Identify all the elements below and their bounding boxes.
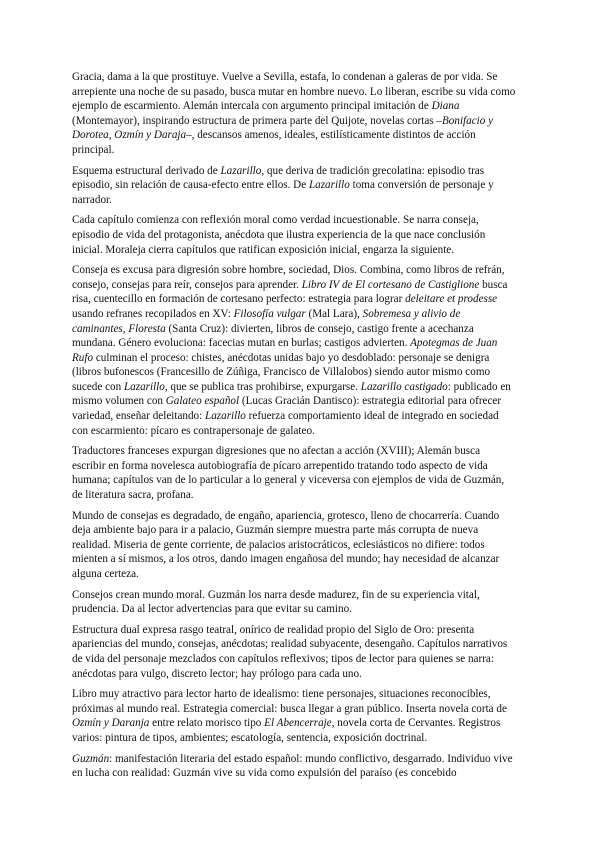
italic-text-run: Sobremesa y alivio de caminantes (72, 307, 461, 335)
text-run: (Santa Cruz): divierten, libros de consejo, castigo frente a acechanza mundana. Género evoluciona: facecias mutan en burlas; castigos advierten. (72, 322, 474, 350)
text-run: : manifestación literaria del estado español: mundo conflictivo, desgarrado. Individuo vive en lucha con realidad: Guzmán vive su vida como expulsión del paraíso (es concebido (72, 752, 513, 780)
text-run: entre relato morisco tipo (149, 717, 265, 730)
paragraph-4 (72, 263, 516, 438)
italic-text-run: deleitare et prodesse (405, 293, 498, 306)
paragraph-10 (72, 752, 516, 781)
text-run: toma conversión de personaje y narrador. (72, 179, 494, 206)
paragraph-3 (72, 213, 516, 257)
paragraph-8 (72, 623, 516, 681)
italic-text-run: Ozmín y Daraja (114, 129, 187, 142)
text-run: Traductores franceses expurgan digresiones que no afectan a acción (XVIII); Alemán busca escribir en forma novelesca autobiografía de pícaro arrepentido tratando todo aspecto de vida humana; capítulos van de lo particular a lo general y viceversa con ejemplos de vida de Guzmán, de literatura sacra, profana. (72, 445, 505, 502)
text-run: –, descansos amenos, ideales, estilísticamente distintos de acción principal. (72, 129, 476, 156)
italic-text-run: Ozmín y Daranja (72, 717, 150, 730)
text-run: Esquema estructural derivado de (72, 164, 221, 177)
text-run: , (122, 322, 129, 335)
italic-text-run: Guzmán (72, 752, 110, 765)
italic-text-run: Lazarillo (308, 179, 350, 192)
text-run: , que se publica tras prohibirse, expurgarse. (164, 380, 361, 393)
text-run: Cada capítulo comienza con reflexión moral como verdad incuestionable. Se narra conseja, episodio de vida del protagonista, anécdota que ilustra experiencia de la que nace conclusión inicial. Moraleja cierra capítulos que ratifican exposición inicial, engarza la siguiente. (72, 214, 486, 256)
italic-text-run: Lazarillo (123, 380, 165, 393)
italic-text-run: Lazarillo (220, 164, 262, 177)
text-run: Estructura dual expresa rasgo teatral, onírico de realidad propio del Siglo de Oro: presenta apariencias del mundo, consejas, anécdotas; realidad subyacente, desengaño. Capítulos narrativos de vida del personaje mezclados con capítulos reflexivos; tipos de lector para quienes se narra: anécdotas para vulgo, discreto lector; hay prólogo para cada uno. (72, 623, 508, 680)
text-run: Gracia, dama a la que prostituye. Vuelve a Sevilla, estafa, lo condenan a galeras de por vida. Se arrepiente una noche de su pasado, busca mutar en hombre nuevo. Lo liberan, escribe su vida como ejemplo de escarmiento. Alemán intercala con argumento principal imitación de (72, 71, 516, 113)
paragraph-6 (72, 509, 516, 582)
italic-text-run: Floresta (128, 322, 166, 335)
italic-text-run: Bonifacio y Dorotea (72, 114, 494, 142)
italic-text-run: Lazarillo (205, 410, 246, 423)
text-run: usando refranes recopilados en XV: (72, 307, 234, 320)
paragraph-7 (72, 588, 516, 617)
paragraph-1 (72, 70, 516, 158)
text-run: , que deriva de tradición grecolatina: episodio tras episodio, sin relación de causa-efecto entre ellos. De (72, 164, 485, 192)
paragraph-2 (72, 164, 516, 208)
italic-text-run: Diana (431, 100, 460, 113)
text-run: , (108, 129, 115, 142)
text-run: Libro muy atractivo para lector harto de idealismo: tiene personajes, situaciones reconocibles, próximas al mundo real. Estrategia comercial: busca llegar a gran público. Inserta novela corta de (72, 688, 507, 715)
italic-text-run: El Abencerraje (264, 717, 332, 730)
italic-text-run: Lazarillo castigado (360, 380, 448, 393)
paragraph-9 (72, 687, 516, 745)
text-run: (Mal Lara), (305, 307, 363, 320)
text-run: busca risa, cuentecillo en formación de cortesano perfecto: estrategia para lograr (72, 278, 508, 306)
italic-text-run: Libro IV de El cortesano de Castiglione (301, 278, 480, 291)
text-run: (Montemayor), inspirando estructura de primera parte del Quijote, novelas cortas – (72, 114, 442, 127)
text-run: (Lucas Gracián Dantisco): estrategia editorial para ofrecer variedad, enseñar deleitando: (72, 395, 502, 423)
text-run: refuerza comportamiento ideal de integrado en sociedad con escarmiento: pícaro es contrapersonaje de galateo. (72, 410, 499, 437)
italic-text-run: Apotegmas de Juan Rufo (72, 337, 498, 364)
text-run: culminan el proceso: chistes, anécdotas unidas bajo yo desdoblado: personaje se denigra (libros bufonescos (Francesillo de Zúñiga, Francisco de Villalobos) siendo autor mismo como sucede con (72, 351, 491, 393)
text-run: : publicado en mismo volumen con (72, 380, 511, 408)
italic-text-run: Galateo español (165, 395, 240, 408)
paragraph-5 (72, 444, 516, 502)
italic-text-run: Filosofía vulgar (233, 307, 306, 320)
text-run: Consejos crean mundo moral. Guzmán los narra desde madurez, fin de su experiencia vital, prudencia. Da al lector advertencias para que evitar su camino. (72, 588, 480, 616)
text-run: Mundo de consejas es degradado, de engaño, apariencia, grotesco, lleno de chocarrería. Cuando deja ambiente bajo para ir a palacio, Guzmán siempre muestra parte más corrupta de nueva realidad. Miseria de gente corriente, de palacios aristocráticos, eclesiásticos no difiere: todos mienten a sí mismos, a los otros, dando imagen engañosa del mundo; hay necesidad de alcanzar alguna certeza. (72, 509, 500, 580)
text-run: Conseja es excusa para digresión sobre hombre, sociedad, Dios. Combina, como libros de refrán, consejo, consejas para reír, consejos para aprender. (72, 264, 505, 291)
text-run: , novela corta de Cervantes. Registros varios: pintura de tipos, ambientes; escatología, sentencia, exposición doctrinal. (72, 717, 501, 744)
